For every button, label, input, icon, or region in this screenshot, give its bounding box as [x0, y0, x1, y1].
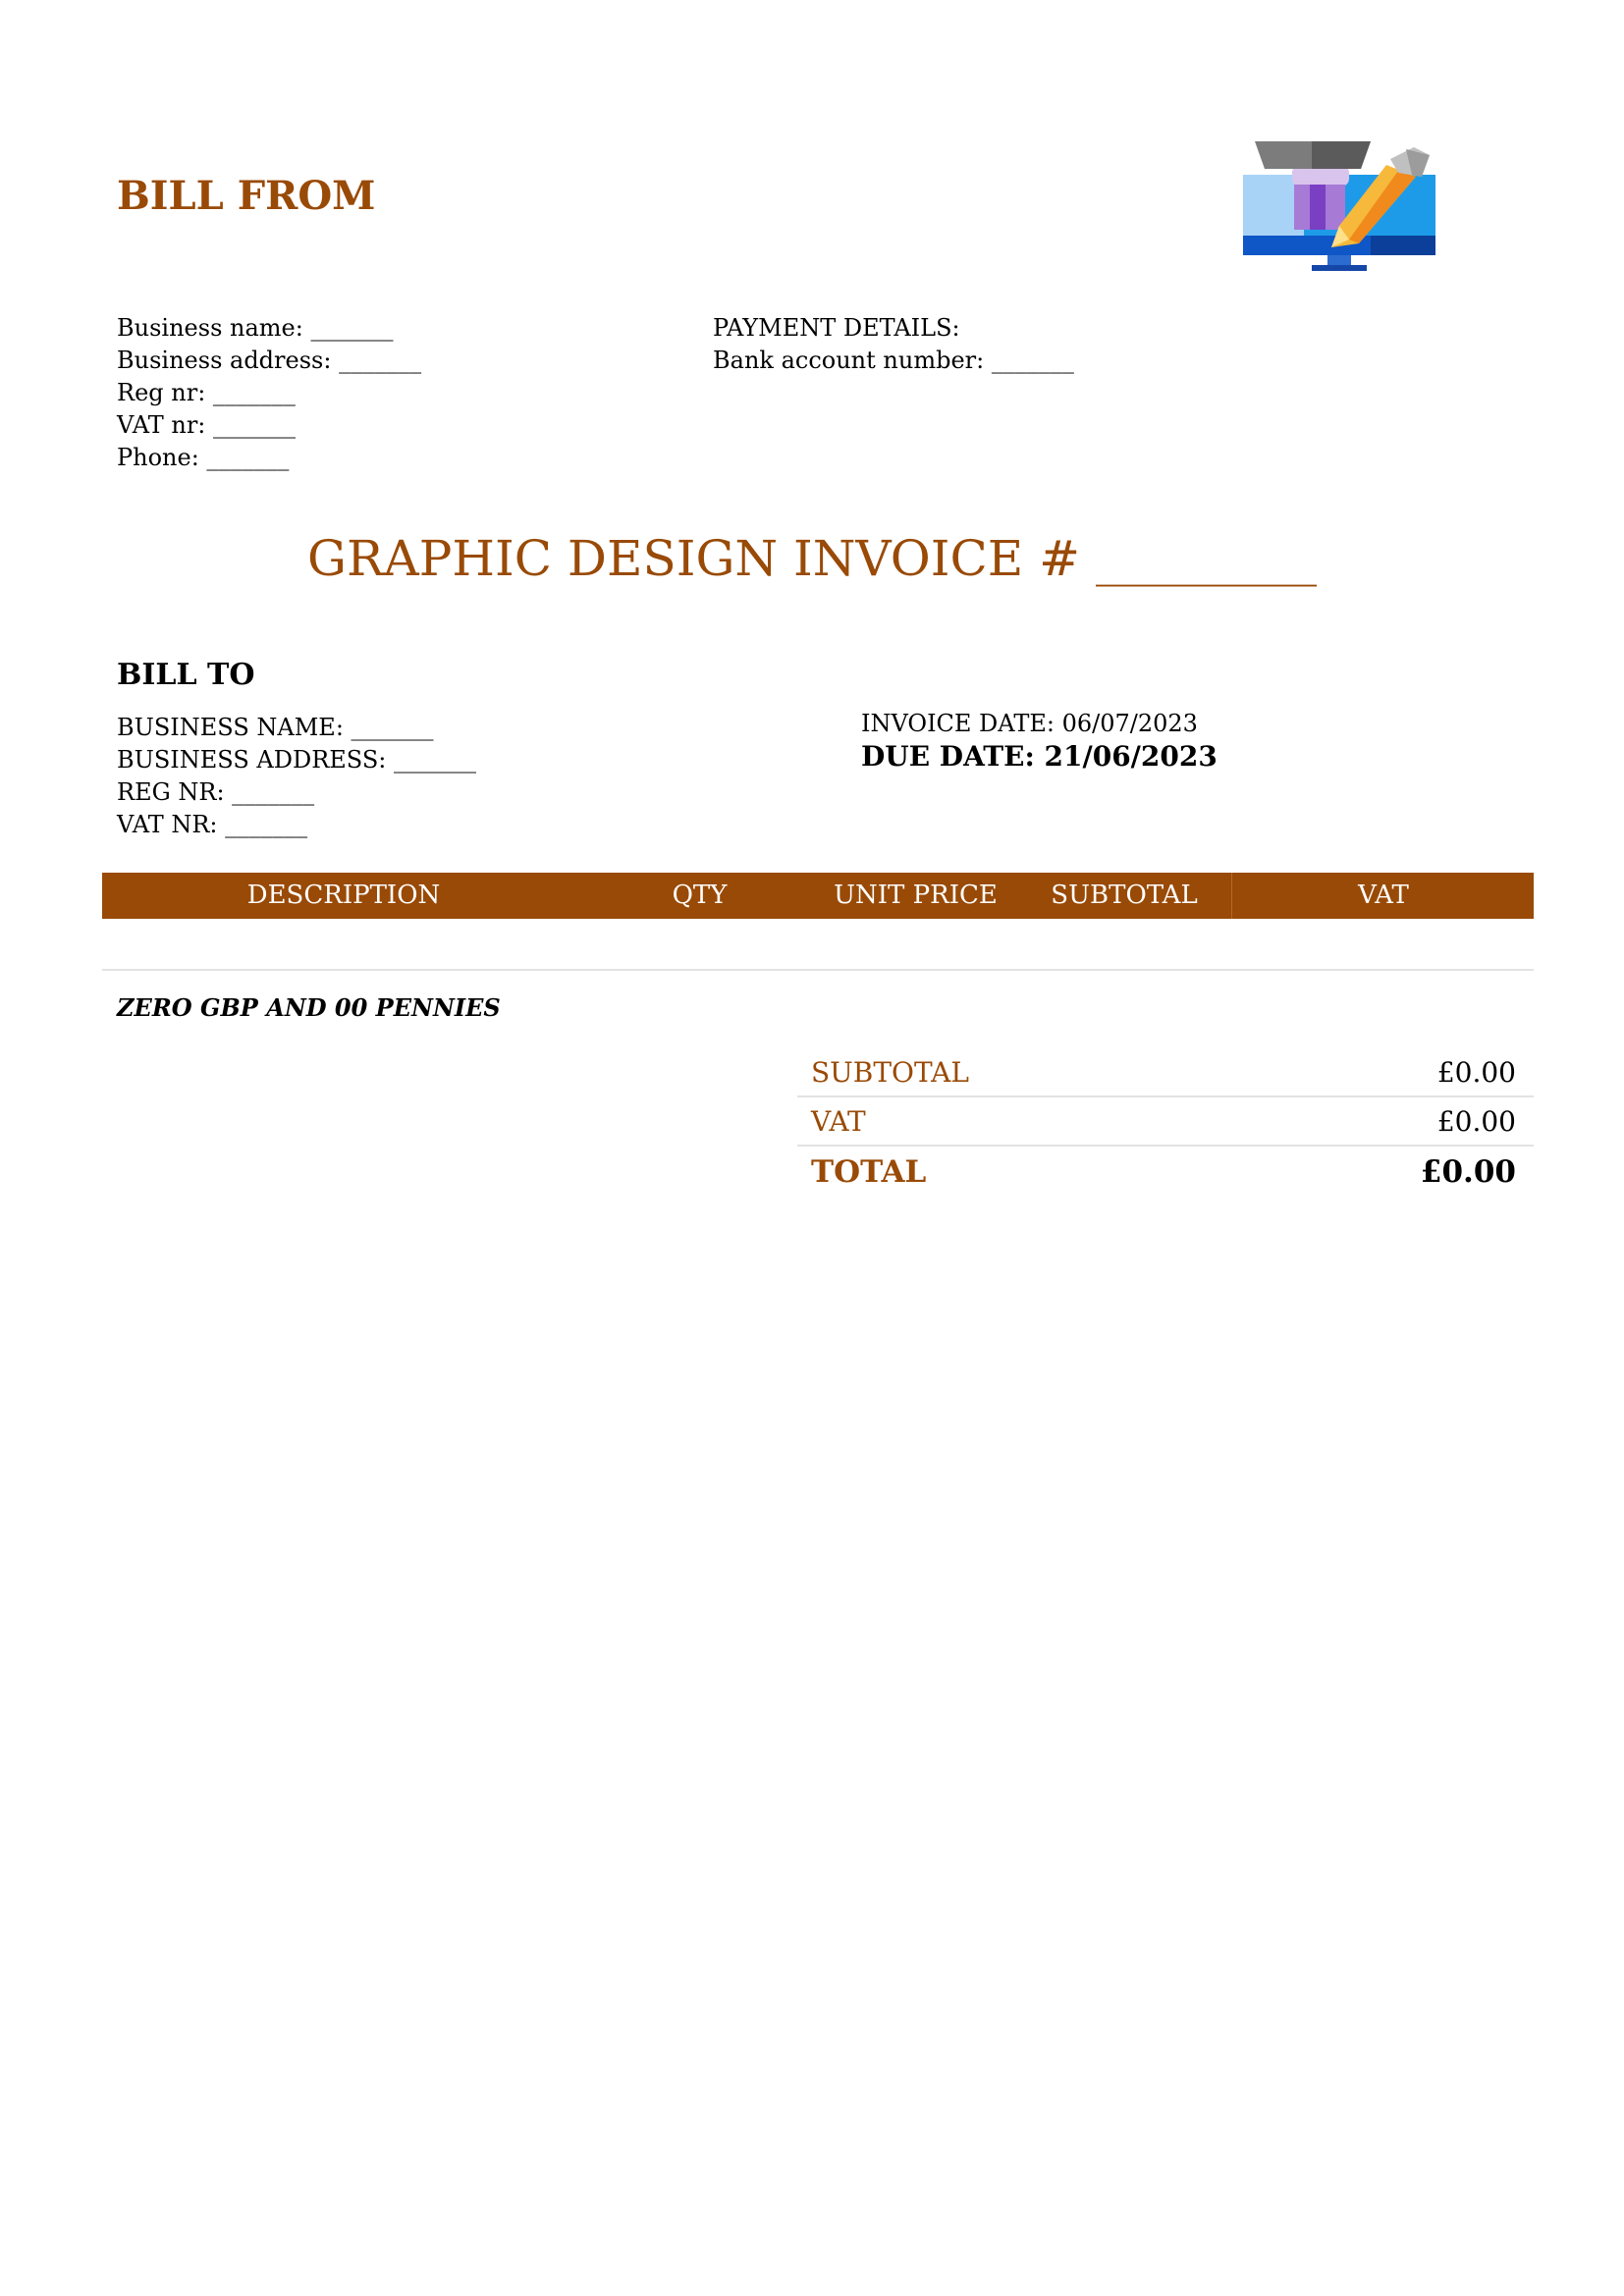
- from-vat-nr: VAT nr: _______: [117, 411, 297, 439]
- totals-summary: [797, 1048, 1534, 1194]
- to-business-address: BUSINESS ADDRESS: _______: [117, 746, 476, 774]
- vat-value: £0.00: [1436, 1105, 1516, 1138]
- monitor-brush-icon: [1241, 137, 1437, 275]
- payment-details: [713, 312, 1074, 377]
- from-phone: Phone: _______: [117, 444, 290, 471]
- column-header-description: DESCRIPTION: [246, 881, 441, 910]
- from-business-name: Business name: _______: [117, 314, 394, 342]
- bill-to-title: BILL TO: [117, 658, 255, 692]
- totals-row-total: [797, 1147, 1534, 1194]
- subtotal-label: SUBTOTAL: [811, 1056, 969, 1089]
- totals-row-vat: [797, 1097, 1534, 1147]
- amount-in-words: ZERO GBP AND 00 PENNIES: [117, 993, 501, 1022]
- bill-to-details: [117, 712, 476, 841]
- to-vat-nr: VAT NR: _______: [117, 811, 308, 838]
- vat-label: VAT: [811, 1105, 866, 1138]
- invoice-date: INVOICE DATE: 06/07/2023: [861, 710, 1198, 737]
- items-table-header: [102, 873, 1534, 919]
- bill-from-title: BILL FROM: [117, 173, 376, 219]
- column-header-subtotal: SUBTOTAL: [1051, 881, 1198, 910]
- due-date: DUE DATE: 21/06/2023: [861, 740, 1218, 773]
- column-header-unit-price: UNIT PRICE: [834, 881, 998, 910]
- invoice-dates: [861, 708, 1218, 773]
- subtotal-value: £0.00: [1436, 1056, 1516, 1089]
- bill-from-details: [117, 312, 421, 474]
- invoice-title: GRAPHIC DESIGN INVOICE # _________: [307, 530, 1317, 587]
- totals-row-subtotal: [797, 1048, 1534, 1097]
- items-table-bottom-rule: [102, 969, 1534, 971]
- to-business-name: BUSINESS NAME: _______: [117, 714, 434, 741]
- total-label: TOTAL: [811, 1154, 927, 1190]
- column-header-qty: QTY: [672, 881, 728, 910]
- payment-details-title: PAYMENT DETAILS:: [713, 314, 960, 342]
- from-business-address: Business address: _______: [117, 347, 422, 374]
- total-value: £0.00: [1420, 1154, 1516, 1190]
- bank-account-number: Bank account number: _______: [713, 347, 1074, 374]
- from-reg-nr: Reg nr: _______: [117, 379, 296, 406]
- to-reg-nr: REG NR: _______: [117, 778, 315, 806]
- column-header-vat: VAT: [1231, 873, 1535, 919]
